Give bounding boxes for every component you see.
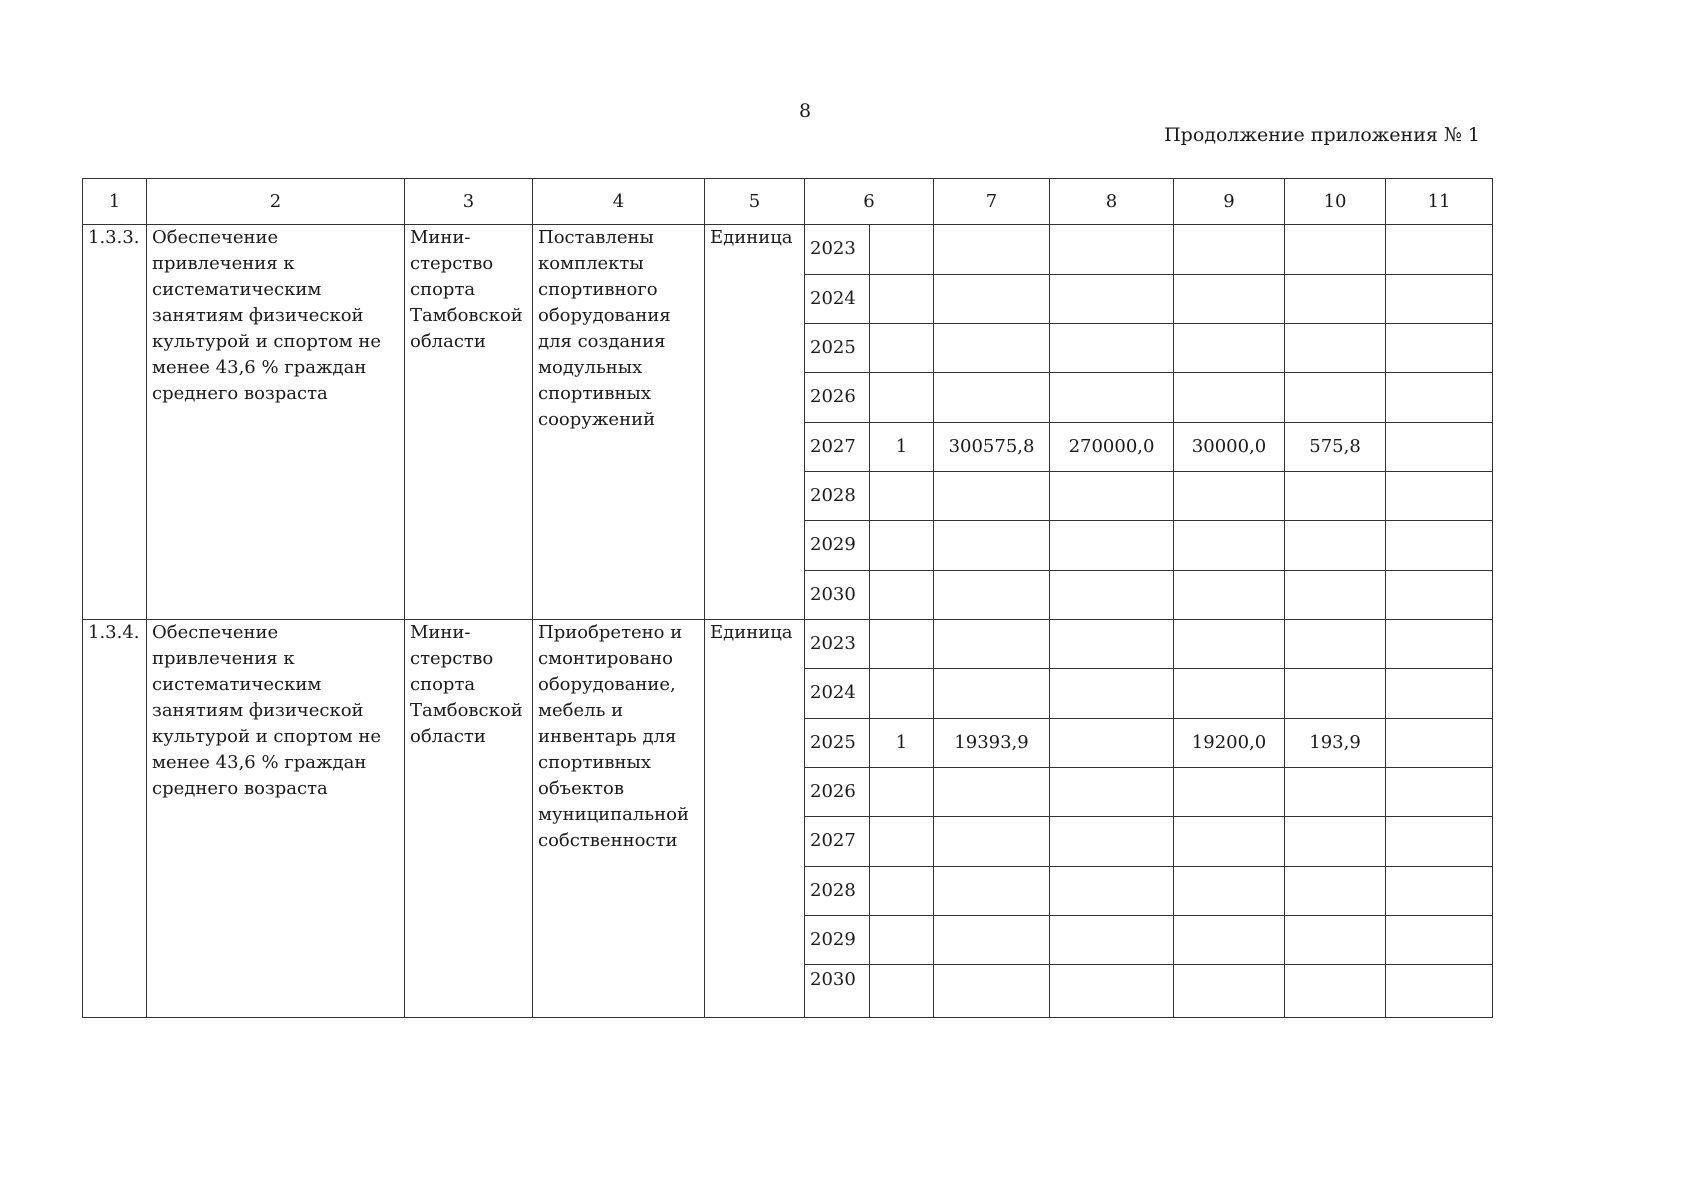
value-cell-9: 19200,0 <box>1174 718 1285 767</box>
value-cell-8 <box>1050 718 1174 767</box>
header-cell: 1 <box>83 179 147 225</box>
year-cell: 2026 <box>805 767 870 816</box>
value-cell-10 <box>1285 471 1386 520</box>
value-cell-6 <box>870 521 934 570</box>
value-cell-9 <box>1174 965 1285 1018</box>
value-cell-9 <box>1174 669 1285 718</box>
value-cell-10 <box>1285 225 1386 274</box>
year-cell: 2027 <box>805 817 870 866</box>
value-cell-6 <box>870 866 934 915</box>
header-cell: 10 <box>1285 179 1386 225</box>
header-cell: 3 <box>405 179 533 225</box>
value-cell-8 <box>1050 767 1174 816</box>
value-cell-10 <box>1285 619 1386 668</box>
value-cell-8 <box>1050 471 1174 520</box>
value-cell-6 <box>870 965 934 1018</box>
year-cell: 2023 <box>805 225 870 274</box>
header-cell: 5 <box>705 179 805 225</box>
measure-title: Обеспечение привлечения к систематическим занятиям физической культурой и спортом не менее 43,6 % граждан среднего возраста <box>147 619 405 1017</box>
table-row <box>83 619 1493 668</box>
value-cell-8 <box>1050 274 1174 323</box>
value-cell-11 <box>1386 965 1493 1018</box>
value-cell-7 <box>934 817 1050 866</box>
measure-number: 1.3.3. <box>83 225 147 620</box>
value-cell-6 <box>870 225 934 274</box>
value-cell-7 <box>934 619 1050 668</box>
value-cell-9 <box>1174 817 1285 866</box>
value-cell-9 <box>1174 521 1285 570</box>
value-cell-6: 1 <box>870 422 934 471</box>
value-cell-11 <box>1386 619 1493 668</box>
value-cell-6 <box>870 767 934 816</box>
value-cell-9: 30000,0 <box>1174 422 1285 471</box>
value-cell-10: 193,9 <box>1285 718 1386 767</box>
value-cell-6 <box>870 373 934 422</box>
year-cell: 2028 <box>805 471 870 520</box>
measure-result: Приобретено и смонтировано оборудование, мебель и инвентарь для спортивных объектов муниципальной собственности <box>533 619 705 1017</box>
value-cell-11 <box>1386 225 1493 274</box>
value-cell-11 <box>1386 422 1493 471</box>
value-cell-11 <box>1386 471 1493 520</box>
value-cell-7 <box>934 274 1050 323</box>
year-cell: 2025 <box>805 323 870 372</box>
value-cell-6 <box>870 471 934 520</box>
measure-title: Обеспечение привлечения к систематическим занятиям физической культурой и спортом не менее 43,6 % граждан среднего возраста <box>147 225 405 620</box>
header-cell: 11 <box>1386 179 1493 225</box>
value-cell-11 <box>1386 373 1493 422</box>
value-cell-7 <box>934 373 1050 422</box>
continuation-label: Продолжение приложения № 1 <box>1164 124 1480 146</box>
measurement-unit: Единица <box>705 619 805 1017</box>
year-cell: 2025 <box>805 718 870 767</box>
page-number: 8 <box>798 100 812 122</box>
header-cell: 6 <box>805 179 934 225</box>
value-cell-7: 300575,8 <box>934 422 1050 471</box>
year-cell: 2026 <box>805 373 870 422</box>
value-cell-9 <box>1174 866 1285 915</box>
year-cell: 2024 <box>805 274 870 323</box>
value-cell-11 <box>1386 521 1493 570</box>
value-cell-7 <box>934 570 1050 619</box>
year-cell: 2030 <box>805 965 870 1018</box>
value-cell-8 <box>1050 225 1174 274</box>
year-cell: 2023 <box>805 619 870 668</box>
year-cell: 2029 <box>805 521 870 570</box>
value-cell-8 <box>1050 570 1174 619</box>
value-cell-7 <box>934 521 1050 570</box>
value-cell-9 <box>1174 915 1285 964</box>
value-cell-8 <box>1050 521 1174 570</box>
value-cell-9 <box>1174 225 1285 274</box>
value-cell-6 <box>870 570 934 619</box>
table-row <box>83 225 1493 274</box>
value-cell-6 <box>870 669 934 718</box>
value-cell-8 <box>1050 669 1174 718</box>
responsible-executor: Мини-стерство спорта Тамбовской области <box>405 619 533 1017</box>
value-cell-9 <box>1174 373 1285 422</box>
value-cell-11 <box>1386 817 1493 866</box>
value-cell-10 <box>1285 373 1386 422</box>
value-cell-7 <box>934 965 1050 1018</box>
year-cell: 2030 <box>805 570 870 619</box>
value-cell-8: 270000,0 <box>1050 422 1174 471</box>
value-cell-8 <box>1050 965 1174 1018</box>
value-cell-9 <box>1174 323 1285 372</box>
appendix-table <box>82 178 1493 1018</box>
value-cell-7 <box>934 471 1050 520</box>
value-cell-8 <box>1050 373 1174 422</box>
value-cell-11 <box>1386 669 1493 718</box>
value-cell-10 <box>1285 915 1386 964</box>
value-cell-11 <box>1386 274 1493 323</box>
value-cell-9 <box>1174 767 1285 816</box>
value-cell-7 <box>934 866 1050 915</box>
value-cell-6 <box>870 323 934 372</box>
value-cell-8 <box>1050 619 1174 668</box>
header-cell: 9 <box>1174 179 1285 225</box>
value-cell-6 <box>870 274 934 323</box>
value-cell-9 <box>1174 471 1285 520</box>
value-cell-8 <box>1050 323 1174 372</box>
value-cell-10 <box>1285 767 1386 816</box>
value-cell-6 <box>870 817 934 866</box>
value-cell-10 <box>1285 323 1386 372</box>
measure-result: Поставлены комплекты спортивного оборудования для создания модульных спортивных сооружений <box>533 225 705 620</box>
value-cell-6 <box>870 915 934 964</box>
responsible-executor: Мини-стерство спорта Тамбовской области <box>405 225 533 620</box>
value-cell-10 <box>1285 570 1386 619</box>
header-cell: 4 <box>533 179 705 225</box>
value-cell-7 <box>934 915 1050 964</box>
header-cell: 8 <box>1050 179 1174 225</box>
value-cell-11 <box>1386 323 1493 372</box>
value-cell-11 <box>1386 767 1493 816</box>
value-cell-7: 19393,9 <box>934 718 1050 767</box>
header-cell: 7 <box>934 179 1050 225</box>
value-cell-7 <box>934 669 1050 718</box>
value-cell-10: 575,8 <box>1285 422 1386 471</box>
value-cell-10 <box>1285 521 1386 570</box>
value-cell-10 <box>1285 817 1386 866</box>
value-cell-11 <box>1386 570 1493 619</box>
value-cell-9 <box>1174 274 1285 323</box>
header-row <box>83 179 1493 225</box>
value-cell-6 <box>870 619 934 668</box>
value-cell-10 <box>1285 866 1386 915</box>
value-cell-10 <box>1285 669 1386 718</box>
value-cell-8 <box>1050 915 1174 964</box>
value-cell-10 <box>1285 274 1386 323</box>
value-cell-8 <box>1050 817 1174 866</box>
value-cell-7 <box>934 225 1050 274</box>
value-cell-6: 1 <box>870 718 934 767</box>
value-cell-10 <box>1285 965 1386 1018</box>
year-cell: 2028 <box>805 866 870 915</box>
measure-number: 1.3.4. <box>83 619 147 1017</box>
value-cell-7 <box>934 767 1050 816</box>
value-cell-9 <box>1174 570 1285 619</box>
value-cell-11 <box>1386 866 1493 915</box>
year-cell: 2024 <box>805 669 870 718</box>
year-cell: 2029 <box>805 915 870 964</box>
value-cell-7 <box>934 323 1050 372</box>
year-cell: 2027 <box>805 422 870 471</box>
value-cell-11 <box>1386 915 1493 964</box>
measurement-unit: Единица <box>705 225 805 620</box>
header-cell: 2 <box>147 179 405 225</box>
value-cell-11 <box>1386 718 1493 767</box>
value-cell-9 <box>1174 619 1285 668</box>
value-cell-8 <box>1050 866 1174 915</box>
